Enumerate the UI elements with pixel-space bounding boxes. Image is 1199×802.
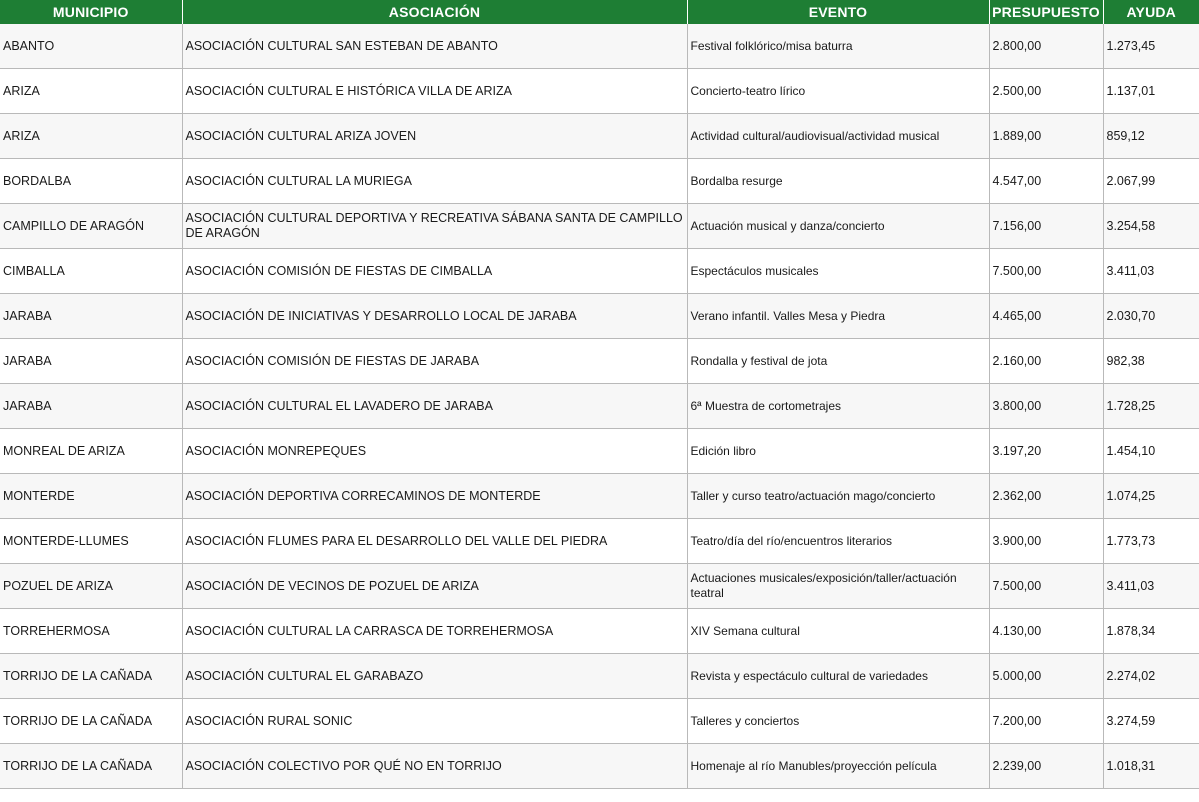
cell-municipio: TORRIJO DE LA CAÑADA (0, 744, 182, 789)
cell-ayuda: 1.773,73 (1103, 519, 1199, 564)
table-row (0, 114, 1199, 159)
cell-evento: 6ª Muestra de cortometrajes (687, 384, 989, 429)
cell-ayuda: 1.137,01 (1103, 69, 1199, 114)
cell-presupuesto: 2.239,00 (989, 744, 1103, 789)
cell-ayuda: 1.878,34 (1103, 609, 1199, 654)
table-row (0, 384, 1199, 429)
table-row (0, 24, 1199, 69)
cell-presupuesto: 1.889,00 (989, 114, 1103, 159)
cell-evento: Festival folklórico/misa baturra (687, 24, 989, 69)
cell-asociacion: ASOCIACIÓN DE INICIATIVAS Y DESARROLLO LOCAL DE JARABA (182, 294, 687, 339)
cell-presupuesto: 7.500,00 (989, 564, 1103, 609)
cell-evento: Teatro/día del río/encuentros literarios (687, 519, 989, 564)
cell-evento: Revista y espectáculo cultural de variedades (687, 654, 989, 699)
cell-municipio: TORRIJO DE LA CAÑADA (0, 699, 182, 744)
table-row (0, 609, 1199, 654)
cell-evento: XIV Semana cultural (687, 609, 989, 654)
cell-evento: Rondalla y festival de jota (687, 339, 989, 384)
cell-evento: Talleres y conciertos (687, 699, 989, 744)
cell-asociacion: ASOCIACIÓN COMISIÓN DE FIESTAS DE JARABA (182, 339, 687, 384)
cell-presupuesto: 7.156,00 (989, 204, 1103, 249)
table-body (0, 24, 1199, 789)
cell-municipio: ARIZA (0, 114, 182, 159)
cell-asociacion: ASOCIACIÓN CULTURAL LA MURIEGA (182, 159, 687, 204)
cell-asociacion: ASOCIACIÓN RURAL SONIC (182, 699, 687, 744)
cell-municipio: JARABA (0, 294, 182, 339)
cell-evento: Espectáculos musicales (687, 249, 989, 294)
header-presupuesto: PRESUPUESTO (989, 0, 1103, 24)
cell-evento: Actuación musical y danza/concierto (687, 204, 989, 249)
cell-presupuesto: 2.362,00 (989, 474, 1103, 519)
cell-asociacion: ASOCIACIÓN CULTURAL ARIZA JOVEN (182, 114, 687, 159)
cell-asociacion: ASOCIACIÓN DE VECINOS DE POZUEL DE ARIZA (182, 564, 687, 609)
cell-presupuesto: 3.900,00 (989, 519, 1103, 564)
cell-presupuesto: 3.197,20 (989, 429, 1103, 474)
cell-asociacion: ASOCIACIÓN MONREPEQUES (182, 429, 687, 474)
header-evento: EVENTO (687, 0, 989, 24)
cell-ayuda: 2.274,02 (1103, 654, 1199, 699)
cell-municipio: MONTERDE-LLUMES (0, 519, 182, 564)
table-row (0, 519, 1199, 564)
cell-evento: Edición libro (687, 429, 989, 474)
table-row (0, 204, 1199, 249)
header-municipio: MUNICIPIO (0, 0, 182, 24)
cell-ayuda: 3.254,58 (1103, 204, 1199, 249)
table-row (0, 564, 1199, 609)
cell-asociacion: ASOCIACIÓN COMISIÓN DE FIESTAS DE CIMBALLA (182, 249, 687, 294)
table-row (0, 339, 1199, 384)
table-row (0, 474, 1199, 519)
cell-presupuesto: 7.500,00 (989, 249, 1103, 294)
cell-ayuda: 982,38 (1103, 339, 1199, 384)
cell-presupuesto: 4.465,00 (989, 294, 1103, 339)
cell-asociacion: ASOCIACIÓN DEPORTIVA CORRECAMINOS DE MONTERDE (182, 474, 687, 519)
cell-ayuda: 1.728,25 (1103, 384, 1199, 429)
cell-presupuesto: 7.200,00 (989, 699, 1103, 744)
cell-municipio: ARIZA (0, 69, 182, 114)
header-ayuda: AYUDA (1103, 0, 1199, 24)
cell-asociacion: ASOCIACIÓN CULTURAL SAN ESTEBAN DE ABANTO (182, 24, 687, 69)
cell-municipio: ABANTO (0, 24, 182, 69)
cell-asociacion: ASOCIACIÓN CULTURAL DEPORTIVA Y RECREATIVA SÁBANA SANTA DE CAMPILLO DE ARAGÓN (182, 204, 687, 249)
cell-presupuesto: 5.000,00 (989, 654, 1103, 699)
cell-evento: Actuaciones musicales/exposición/taller/actuación teatral (687, 564, 989, 609)
cell-ayuda: 1.018,31 (1103, 744, 1199, 789)
header-asociacion: ASOCIACIÓN (182, 0, 687, 24)
table-row (0, 294, 1199, 339)
cell-municipio: JARABA (0, 384, 182, 429)
cell-asociacion: ASOCIACIÓN COLECTIVO POR QUÉ NO EN TORRIJO (182, 744, 687, 789)
table-row (0, 249, 1199, 294)
cell-ayuda: 1.074,25 (1103, 474, 1199, 519)
cell-asociacion: ASOCIACIÓN FLUMES PARA EL DESARROLLO DEL VALLE DEL PIEDRA (182, 519, 687, 564)
cell-municipio: MONREAL DE ARIZA (0, 429, 182, 474)
cell-ayuda: 3.411,03 (1103, 564, 1199, 609)
cell-municipio: BORDALBA (0, 159, 182, 204)
cell-evento: Verano infantil. Valles Mesa y Piedra (687, 294, 989, 339)
cell-evento: Bordalba resurge (687, 159, 989, 204)
table-row (0, 69, 1199, 114)
header-row (0, 0, 1199, 24)
cell-ayuda: 2.067,99 (1103, 159, 1199, 204)
cell-municipio: MONTERDE (0, 474, 182, 519)
cell-municipio: TORREHERMOSA (0, 609, 182, 654)
cell-presupuesto: 4.547,00 (989, 159, 1103, 204)
cell-municipio: POZUEL DE ARIZA (0, 564, 182, 609)
cell-asociacion: ASOCIACIÓN CULTURAL E HISTÓRICA VILLA DE ARIZA (182, 69, 687, 114)
table-header (0, 0, 1199, 24)
table-row (0, 699, 1199, 744)
cell-presupuesto: 2.500,00 (989, 69, 1103, 114)
cell-ayuda: 859,12 (1103, 114, 1199, 159)
cell-ayuda: 1.273,45 (1103, 24, 1199, 69)
cell-ayuda: 2.030,70 (1103, 294, 1199, 339)
table-row (0, 654, 1199, 699)
cell-asociacion: ASOCIACIÓN CULTURAL EL GARABAZO (182, 654, 687, 699)
cell-asociacion: ASOCIACIÓN CULTURAL EL LAVADERO DE JARABA (182, 384, 687, 429)
cell-presupuesto: 4.130,00 (989, 609, 1103, 654)
table-row (0, 744, 1199, 789)
cell-municipio: JARABA (0, 339, 182, 384)
cell-evento: Actividad cultural/audiovisual/actividad musical (687, 114, 989, 159)
cell-ayuda: 3.411,03 (1103, 249, 1199, 294)
cell-municipio: TORRIJO DE LA CAÑADA (0, 654, 182, 699)
table-row (0, 159, 1199, 204)
cell-presupuesto: 2.160,00 (989, 339, 1103, 384)
cell-ayuda: 3.274,59 (1103, 699, 1199, 744)
cell-ayuda: 1.454,10 (1103, 429, 1199, 474)
cell-municipio: CIMBALLA (0, 249, 182, 294)
cell-evento: Taller y curso teatro/actuación mago/concierto (687, 474, 989, 519)
cell-presupuesto: 2.800,00 (989, 24, 1103, 69)
table-row (0, 429, 1199, 474)
cell-asociacion: ASOCIACIÓN CULTURAL LA CARRASCA DE TORREHERMOSA (182, 609, 687, 654)
cell-presupuesto: 3.800,00 (989, 384, 1103, 429)
cell-evento: Concierto-teatro lírico (687, 69, 989, 114)
cell-evento: Homenaje al río Manubles/proyección película (687, 744, 989, 789)
cell-municipio: CAMPILLO DE ARAGÓN (0, 204, 182, 249)
